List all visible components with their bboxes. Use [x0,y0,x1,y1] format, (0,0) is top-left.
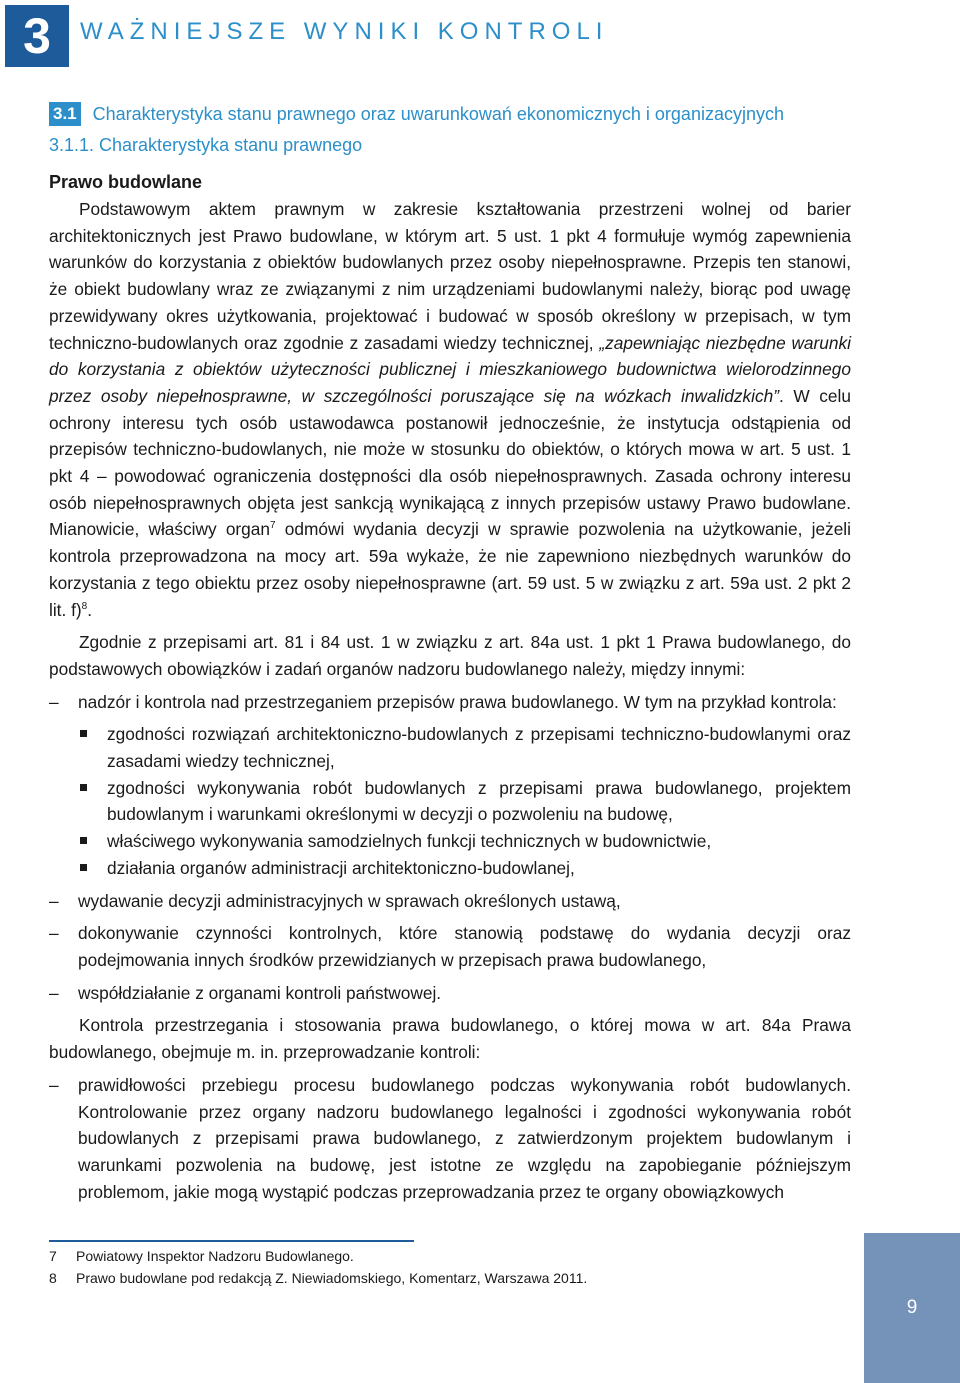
heading-prawo-budowlane: Prawo budowlane [49,172,203,192]
list-item [49,980,851,1007]
paragraph-1-quote: „zapewniając niezbędne warunki do korzystania z obiektów użyteczności publicznej i mieszkaniowego budownictwa wielorodzinnego przez osoby niepełnosprawne, w szczególności poruszające się na wózkach inwalidzkich” [49,332,851,406]
square-bullet-icon [80,730,87,737]
list-item [49,920,851,973]
footnote-text: Powiatowy Inspektor Nadzoru Budowlanego. [76,1248,354,1264]
list-item-text: wydawanie decyzji administracyjnych w sprawach określonych ustawą, [78,890,621,911]
sublist-item [49,721,851,774]
subsection-title: 3.1.1. Charakterystyka stanu prawnego [49,135,363,155]
footnote-8 [49,1270,587,1286]
section-heading [49,102,784,126]
list-item [49,1072,851,1206]
paragraph-1-text: Podstawowym aktem prawnym w zakresie kształtowania przestrzeni wolnej od barier architektonicznych jest Prawo budowlane, w którym art. 5 ust. 1 pkt 4 formułuje wymóg zapewnienia warunków do korzystania z obiektów budowlanych przez osoby niepełnosprawne. Przepis ten stanowi, że obiekt budowlany wraz ze związanymi z nim urządzeniami budowlanymi należy, biorąc pod uwagę przewidywany okres użytkowania, projektować i budować w sposób określony w przepisach, w tym techniczno-budowlanych oraz zgodnie z zasadami wiedzy technicznej, [49,199,851,353]
footnote-text: Prawo budowlane pod redakcją Z. Niewiadomskiego, Komentarz, Warszawa 2011. [76,1270,588,1286]
list-item-text: dokonywanie czynności kontrolnych, które stanowią podstawę do wydania decyzji oraz podejmowania innych środków przewidzianych w przepisach prawa budowlanego, [78,923,851,970]
section-number: 3.1 [49,102,81,126]
sublist-item [49,855,851,882]
sublist-item [49,828,851,855]
dash-marker: – [49,982,59,1003]
paragraph-1-continued: . W celu ochrony interesu tych osób ustawodawca postanowił jednocześnie, że instytucja odstąpienia od przepisów techniczno-budowlanych, nie może w stosunku do obiektów, o których mowa w art. 5 ust. 1 pkt 4 – powodować ograniczenia dostępności dla osób niepełnosprawnych. Zasada ochrony interesu osób niepełnosprawnych objęta jest sankcją wynikającą z innych przepisów ustawy Prawo budowlane. Mianowicie, właściwy organ [49,385,851,540]
square-bullet-icon [80,784,87,791]
paragraph-1 [49,196,851,623]
sublist-item-text: właściwego wykonywania samodzielnych funkcji technicznych w budownictwie, [107,831,712,852]
footnote-divider [49,1240,414,1242]
sublist-item [49,775,851,828]
sublist-item-text: zgodności wykonywania robót budowlanych z przepisami prawa budowlanego, projektem budowlanym i warunkami określonymi w decyzji o pozwoleniu na budowę, [107,777,851,825]
dash-marker: – [49,1074,59,1095]
duties-list [49,689,851,1007]
section-title: Charakterystyka stanu prawnego oraz uwarunkowań ekonomicznych i organizacyjnych [92,103,784,124]
list-item-text: nadzór i kontrola nad przestrzeganiem przepisów prawa budowlanego. W tym na przykład kontrola: [78,691,837,712]
sublist-item-text: zgodności rozwiązań architektoniczno-budowlanych z przepisami techniczno-budowlanymi oraz zasadami wiedzy technicznej, [107,724,851,772]
square-bullet-icon [80,864,87,871]
footnote-7 [49,1248,354,1264]
list-item-text: prawidłowości przebiegu procesu budowlanego podczas wykonywania robót budowlanych. Kontrolowanie przez organy nadzoru budowlanego legalności i zgodności wykonywania robót budowlanych z przepisami prawa budowlanego, z zatwierdzonym projektem budowlanym i warunkami pozwolenia na budowę, jest istotne ze względu na zapobieganie późniejszym problemom, jakie mogą wystąpić podczas przeprowadzania przez te organy obowiązkowych [78,1074,851,1202]
list-item [49,689,851,716]
control-sublist [49,721,851,881]
square-bullet-icon [80,837,87,844]
paragraph-1-end: odmówi wydania decyzji w sprawie pozwolenia na użytkowanie, jeżeli kontrola przeprowadzona na mocy art. 59a wykaże, że nie zapewniono niezbędnych warunków do korzystania z tego obiektu przez osoby niepełnosprawne (art. 59 ust. 5 w związku z art. 59a ust. 2 pkt 2 lit. f) [49,519,851,620]
list-item [49,888,851,915]
dash-marker: – [49,890,59,911]
page-number: 9 [864,1233,960,1383]
list-item-text: współdziałanie z organami kontroli państwowej. [78,982,442,1003]
body-content [49,196,851,1205]
footnote-ref-8: 8 [81,600,88,612]
paragraph-2: Zgodnie z przepisami art. 81 i 84 ust. 1 w związku z art. 84a ust. 1 pkt 1 Prawa budowlanego, do podstawowych obowiązków i zadań organów nadzoru budowlanego należy, między innymi: [49,632,851,679]
footnote-number: 8 [49,1270,57,1286]
footnote-ref-7: 7 [270,520,276,532]
inspection-list [49,1072,851,1206]
chapter-title: WAŻNIEJSZE WYNIKI KONTROLI [80,18,609,45]
footnote-number: 7 [49,1248,57,1264]
sublist-item-text: działania organów administracji architektoniczno-budowlanej, [107,857,575,878]
paragraph-1-period: . [87,599,93,620]
dash-marker: – [49,923,59,944]
dash-marker: – [49,691,59,712]
chapter-number: 3 [5,5,69,67]
paragraph-3: Kontrola przestrzegania i stosowania prawa budowlanego, o której mowa w art. 84a Prawa budowlanego, obejmuje m. in. przeprowadzanie kontroli: [49,1015,851,1063]
